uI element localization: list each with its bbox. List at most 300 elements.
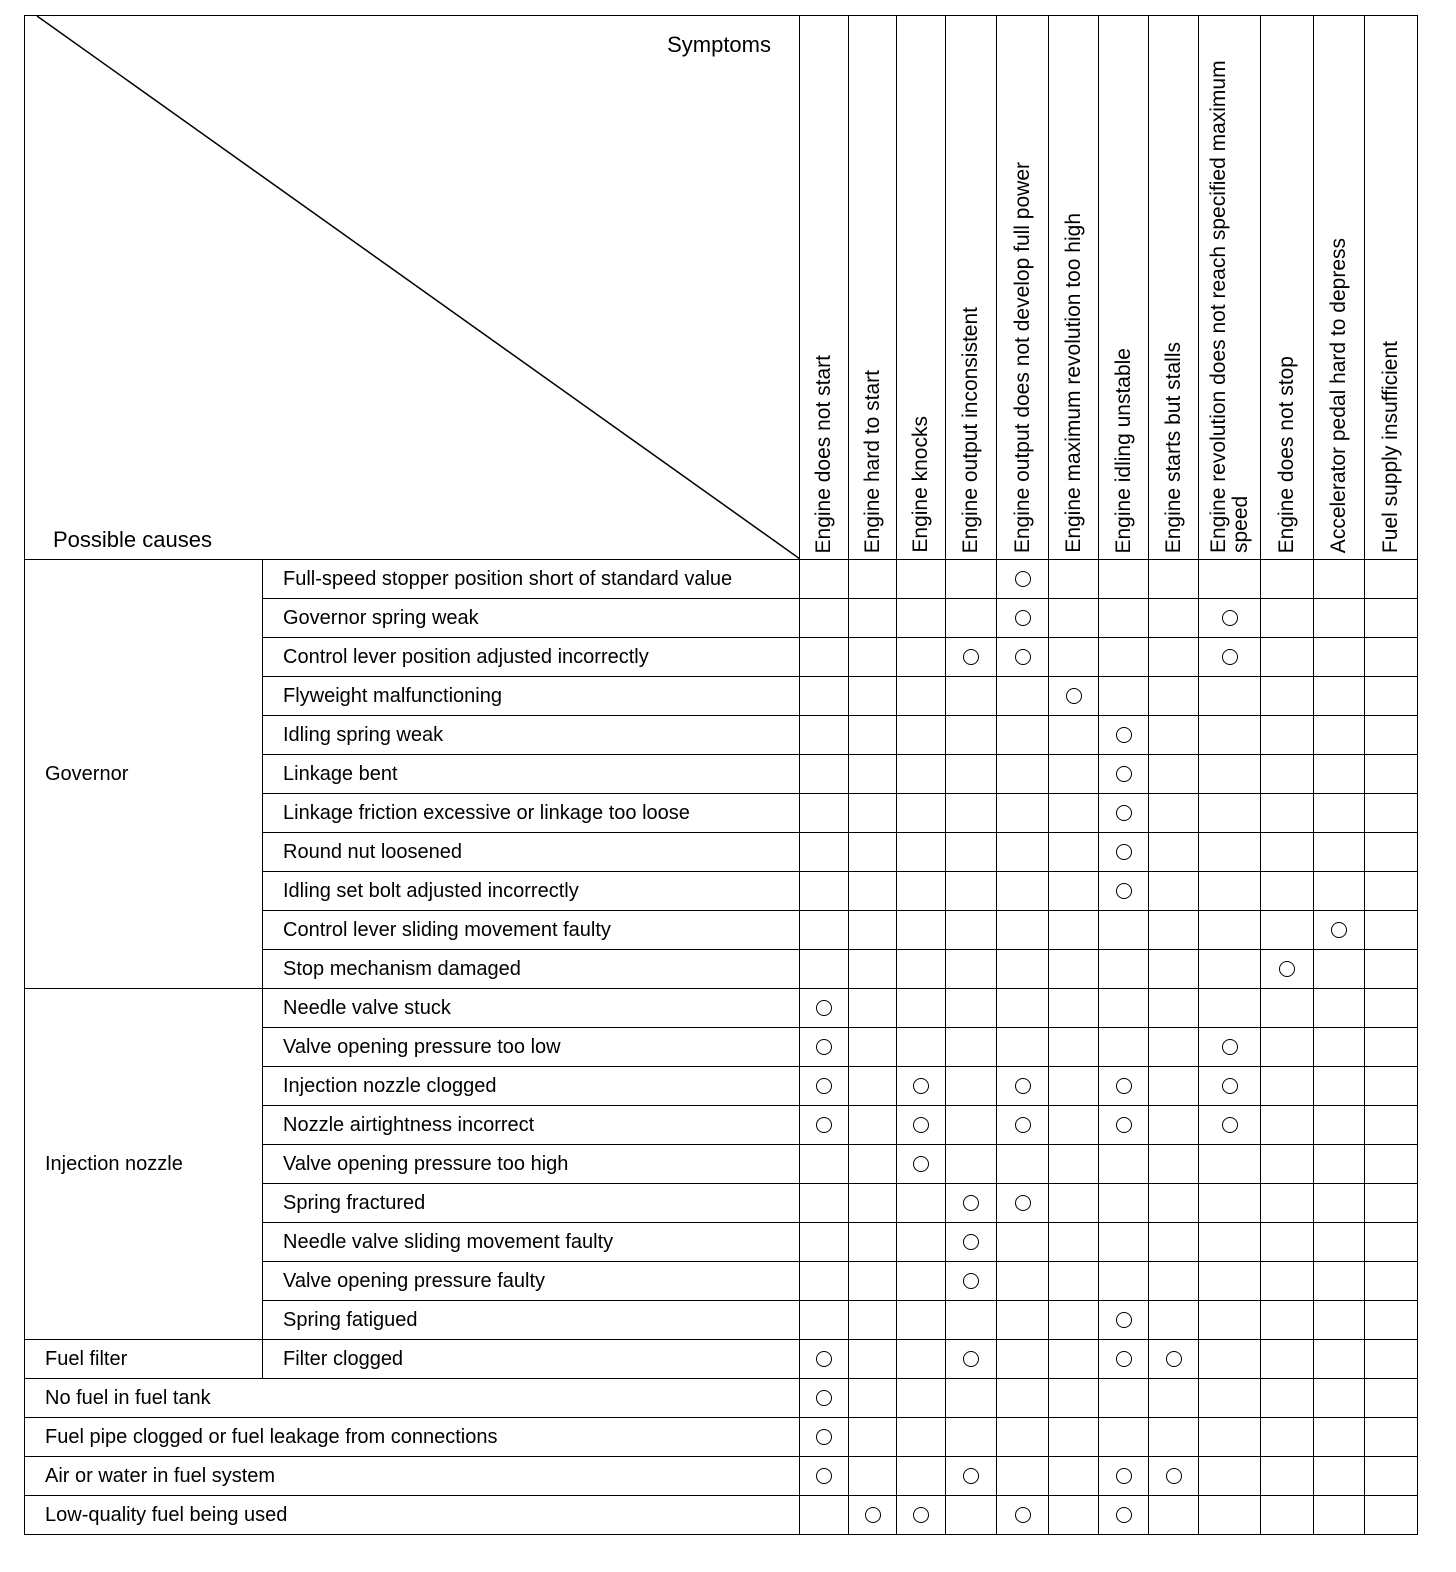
symptom-cell xyxy=(997,1379,1049,1418)
symptom-cell xyxy=(1199,1184,1261,1223)
symptom-label: Engine idling unstable xyxy=(1111,347,1135,553)
symptom-cell xyxy=(1314,833,1365,872)
symptom-cell xyxy=(1365,794,1418,833)
symptom-cell xyxy=(1149,794,1199,833)
applicable-mark-icon xyxy=(1116,1468,1132,1484)
applicable-mark-icon xyxy=(1116,1078,1132,1094)
applicable-mark-icon xyxy=(1015,649,1031,665)
symptom-cell xyxy=(946,1028,997,1067)
symptom-cell xyxy=(800,677,849,716)
symptom-cell xyxy=(1261,911,1314,950)
symptom-label: Engine hard to start xyxy=(860,369,884,553)
applicable-mark-icon xyxy=(816,1078,832,1094)
symptom-cell xyxy=(1365,1262,1418,1301)
applicable-mark-icon xyxy=(865,1507,881,1523)
symptom-cell xyxy=(1099,755,1149,794)
symptom-cell xyxy=(897,716,946,755)
symptom-cell xyxy=(1314,1223,1365,1262)
symptom-cell xyxy=(1261,1106,1314,1145)
symptom-cell xyxy=(800,716,849,755)
symptom-cell xyxy=(946,599,997,638)
cause-label: Linkage friction excessive or linkage too loose xyxy=(263,794,800,833)
symptom-cell xyxy=(1099,1379,1149,1418)
cause-group: Governor xyxy=(25,560,263,989)
cause-label: Needle valve sliding movement faulty xyxy=(263,1223,800,1262)
applicable-mark-icon xyxy=(1116,805,1132,821)
symptom-cell xyxy=(849,560,897,599)
applicable-mark-icon xyxy=(963,1273,979,1289)
symptom-cell xyxy=(1099,950,1149,989)
symptom-cell xyxy=(897,1223,946,1262)
symptom-cell xyxy=(897,794,946,833)
cause-label: Valve opening pressure too high xyxy=(263,1145,800,1184)
symptom-cell xyxy=(849,1496,897,1535)
symptom-cell xyxy=(897,1262,946,1301)
applicable-mark-icon xyxy=(913,1078,929,1094)
symptom-cell xyxy=(1314,989,1365,1028)
symptom-cell xyxy=(849,989,897,1028)
applicable-mark-icon xyxy=(816,1117,832,1133)
symptom-cell xyxy=(1199,794,1261,833)
symptom-cell xyxy=(946,677,997,716)
cause-label: Low-quality fuel being used xyxy=(25,1496,800,1535)
applicable-mark-icon xyxy=(963,1234,979,1250)
symptom-cell xyxy=(946,950,997,989)
symptom-cell xyxy=(1149,755,1199,794)
symptom-cell xyxy=(946,911,997,950)
cause-label: Idling set bolt adjusted incorrectly xyxy=(263,872,800,911)
symptom-cell xyxy=(1099,1184,1149,1223)
symptom-cell xyxy=(1314,1496,1365,1535)
table-row xyxy=(25,1496,1418,1535)
symptom-cell xyxy=(849,1457,897,1496)
symptom-cell xyxy=(897,1028,946,1067)
symptom-cell xyxy=(1099,1418,1149,1457)
symptom-cell xyxy=(946,989,997,1028)
symptom-cell xyxy=(997,716,1049,755)
symptom-header xyxy=(1261,16,1314,560)
symptom-cell xyxy=(1099,1223,1149,1262)
cause-group: Fuel filter xyxy=(25,1340,263,1379)
table-row xyxy=(25,1379,1418,1418)
symptom-cell xyxy=(1049,950,1099,989)
symptom-header xyxy=(946,16,997,560)
symptom-cell xyxy=(1314,1262,1365,1301)
symptom-cell xyxy=(1365,1145,1418,1184)
symptom-cell xyxy=(997,794,1049,833)
symptom-cell xyxy=(1261,716,1314,755)
symptom-cell xyxy=(849,833,897,872)
diagonal-header-cell xyxy=(25,16,800,560)
symptom-cell xyxy=(849,677,897,716)
symptom-cell xyxy=(1149,1496,1199,1535)
symptom-cell xyxy=(849,1106,897,1145)
symptom-cell xyxy=(897,599,946,638)
symptom-cell xyxy=(1314,716,1365,755)
symptom-label: Engine starts but stalls xyxy=(1161,341,1185,553)
symptom-cell xyxy=(946,716,997,755)
applicable-mark-icon xyxy=(1116,1507,1132,1523)
symptom-cell xyxy=(800,1379,849,1418)
symptom-cell xyxy=(946,560,997,599)
symptom-cell xyxy=(1314,1418,1365,1457)
symptom-cell xyxy=(1049,599,1099,638)
table-row xyxy=(25,1340,1418,1379)
symptom-cell xyxy=(849,1418,897,1457)
cause-label: Stop mechanism damaged xyxy=(263,950,800,989)
applicable-mark-icon xyxy=(1331,922,1347,938)
symptom-header xyxy=(800,16,849,560)
symptom-cell xyxy=(1049,755,1099,794)
symptom-cell xyxy=(1099,833,1149,872)
symptom-cell xyxy=(1365,911,1418,950)
applicable-mark-icon xyxy=(1015,571,1031,587)
symptom-cell xyxy=(800,599,849,638)
symptom-cell xyxy=(997,1262,1049,1301)
symptom-label: Fuel supply insufficient xyxy=(1379,340,1402,553)
symptom-cell xyxy=(946,1301,997,1340)
possible-causes-label: Possible causes xyxy=(53,527,212,552)
symptom-cell xyxy=(897,950,946,989)
symptom-cell xyxy=(1314,1184,1365,1223)
symptom-cell xyxy=(1199,872,1261,911)
symptom-cell xyxy=(800,833,849,872)
symptom-cell xyxy=(849,1028,897,1067)
symptom-cell xyxy=(1365,638,1418,677)
symptom-cell xyxy=(1199,989,1261,1028)
symptom-cell xyxy=(997,872,1049,911)
symptom-header xyxy=(897,16,946,560)
symptom-cell xyxy=(1199,1106,1261,1145)
symptom-header xyxy=(997,16,1049,560)
table-row xyxy=(25,989,1418,1028)
symptom-cell xyxy=(1199,1379,1261,1418)
symptom-cell xyxy=(849,1145,897,1184)
symptom-cell xyxy=(1314,1301,1365,1340)
symptom-cell xyxy=(1099,599,1149,638)
symptom-cell xyxy=(997,755,1049,794)
cause-label: Filter clogged xyxy=(263,1340,800,1379)
symptom-cell xyxy=(800,638,849,677)
symptom-cell xyxy=(1049,911,1099,950)
symptom-header xyxy=(849,16,897,560)
symptom-cell xyxy=(1365,872,1418,911)
symptom-cell xyxy=(946,1145,997,1184)
symptom-cell xyxy=(1261,989,1314,1028)
applicable-mark-icon xyxy=(816,1000,832,1016)
symptom-cell xyxy=(849,755,897,794)
cause-label: Full-speed stopper position short of standard value xyxy=(263,560,800,599)
applicable-mark-icon xyxy=(1116,1117,1132,1133)
symptom-cell xyxy=(1149,950,1199,989)
symptom-cell xyxy=(997,1067,1049,1106)
applicable-mark-icon xyxy=(816,1039,832,1055)
symptom-cell xyxy=(997,1418,1049,1457)
symptom-cell xyxy=(1099,1496,1149,1535)
symptom-cell xyxy=(1365,560,1418,599)
cause-label: Valve opening pressure too low xyxy=(263,1028,800,1067)
symptom-cell xyxy=(1099,1028,1149,1067)
applicable-mark-icon xyxy=(1015,1078,1031,1094)
diagonal-line xyxy=(25,16,800,559)
symptom-cell xyxy=(1199,638,1261,677)
symptom-cell xyxy=(897,1106,946,1145)
symptom-label: Accelerator pedal hard to depress xyxy=(1327,237,1350,553)
symptom-cell xyxy=(946,872,997,911)
cause-label: Needle valve stuck xyxy=(263,989,800,1028)
symptom-cell xyxy=(1099,677,1149,716)
symptom-cell xyxy=(997,833,1049,872)
symptom-cell xyxy=(897,1067,946,1106)
cause-group: Injection nozzle xyxy=(25,989,263,1340)
symptom-header xyxy=(1049,16,1099,560)
symptom-cell xyxy=(849,1340,897,1379)
applicable-mark-icon xyxy=(913,1117,929,1133)
symptom-cell xyxy=(849,950,897,989)
symptom-header xyxy=(1314,16,1365,560)
cause-label: Fuel pipe clogged or fuel leakage from connections xyxy=(25,1418,800,1457)
symptom-cell xyxy=(1149,599,1199,638)
symptom-cell xyxy=(1365,1106,1418,1145)
symptom-cell xyxy=(800,1028,849,1067)
symptom-cell xyxy=(1261,1379,1314,1418)
symptom-label: Engine output inconsistent xyxy=(959,306,982,553)
symptom-cell xyxy=(1049,1145,1099,1184)
symptom-cell xyxy=(1149,989,1199,1028)
symptom-label: Engine output does not develop full power xyxy=(1010,161,1034,553)
symptom-cell xyxy=(897,872,946,911)
symptom-cell xyxy=(1149,560,1199,599)
applicable-mark-icon xyxy=(1166,1468,1182,1484)
applicable-mark-icon xyxy=(1279,961,1295,977)
symptom-cell xyxy=(1261,950,1314,989)
applicable-mark-icon xyxy=(816,1351,832,1367)
symptom-cell xyxy=(997,677,1049,716)
symptom-cell xyxy=(1149,716,1199,755)
symptom-cell xyxy=(1049,716,1099,755)
symptom-cell xyxy=(1314,1457,1365,1496)
symptom-cell xyxy=(897,755,946,794)
symptom-cell xyxy=(1049,677,1099,716)
symptom-cell xyxy=(1314,599,1365,638)
symptom-cell xyxy=(946,638,997,677)
symptom-cell xyxy=(1149,1067,1199,1106)
symptom-cell xyxy=(1365,1496,1418,1535)
symptom-cell xyxy=(897,1418,946,1457)
symptom-label: Engine does not stop xyxy=(1275,355,1298,553)
symptom-cell xyxy=(1149,1418,1199,1457)
symptom-cell xyxy=(1049,560,1099,599)
symptom-header xyxy=(1365,16,1418,560)
symptom-cell xyxy=(1314,638,1365,677)
symptom-cell xyxy=(1314,1028,1365,1067)
symptom-cell xyxy=(1199,599,1261,638)
applicable-mark-icon xyxy=(963,1468,979,1484)
symptom-cell xyxy=(849,1379,897,1418)
header-row xyxy=(25,16,1418,560)
symptom-cell xyxy=(1049,1106,1099,1145)
symptom-cell xyxy=(1314,872,1365,911)
symptom-cell xyxy=(997,1457,1049,1496)
symptom-cell xyxy=(1049,1028,1099,1067)
symptom-cell xyxy=(897,1340,946,1379)
symptom-cell xyxy=(1099,1457,1149,1496)
symptom-cell xyxy=(1365,1301,1418,1340)
applicable-mark-icon xyxy=(1222,1039,1238,1055)
symptom-cell xyxy=(997,1301,1049,1340)
symptom-cell xyxy=(897,1145,946,1184)
symptom-cell xyxy=(800,1496,849,1535)
symptom-cell xyxy=(1199,755,1261,794)
symptom-cell xyxy=(1149,1262,1199,1301)
symptom-cell xyxy=(1199,1340,1261,1379)
symptom-cell xyxy=(1049,1340,1099,1379)
symptom-cell xyxy=(1099,1340,1149,1379)
symptom-cell xyxy=(1365,1340,1418,1379)
applicable-mark-icon xyxy=(1116,766,1132,782)
symptom-cell xyxy=(1199,716,1261,755)
symptom-cell xyxy=(1365,599,1418,638)
applicable-mark-icon xyxy=(1222,1078,1238,1094)
cause-label: Flyweight malfunctioning xyxy=(263,677,800,716)
symptom-cell xyxy=(800,872,849,911)
symptom-cell xyxy=(897,1184,946,1223)
symptom-cell xyxy=(1199,1496,1261,1535)
symptom-cell xyxy=(1049,989,1099,1028)
symptom-cell xyxy=(800,1262,849,1301)
symptom-cell xyxy=(1099,872,1149,911)
cause-label: Spring fractured xyxy=(263,1184,800,1223)
symptom-cell xyxy=(800,1106,849,1145)
symptom-cell xyxy=(946,794,997,833)
symptom-cell xyxy=(897,1301,946,1340)
symptom-cell xyxy=(1199,677,1261,716)
symptom-cell xyxy=(1365,989,1418,1028)
symptom-cell xyxy=(897,1496,946,1535)
symptom-label: Engine does not start xyxy=(812,354,835,553)
symptom-cell xyxy=(1149,911,1199,950)
symptom-cell xyxy=(1149,1184,1199,1223)
symptom-cell xyxy=(1261,1418,1314,1457)
symptom-cell xyxy=(897,1379,946,1418)
symptom-cell xyxy=(849,872,897,911)
symptom-cell xyxy=(997,950,1049,989)
symptom-cell xyxy=(1314,794,1365,833)
symptom-cell xyxy=(1365,950,1418,989)
cause-label: Valve opening pressure faulty xyxy=(263,1262,800,1301)
symptom-cell xyxy=(1365,1379,1418,1418)
symptom-cell xyxy=(1261,599,1314,638)
symptom-cell xyxy=(800,989,849,1028)
symptom-cell xyxy=(1365,755,1418,794)
symptom-cell xyxy=(1149,1145,1199,1184)
symptom-cell xyxy=(1149,1028,1199,1067)
symptom-cell xyxy=(946,833,997,872)
symptom-cell xyxy=(849,794,897,833)
symptom-cell xyxy=(1365,1457,1418,1496)
symptom-cell xyxy=(1261,755,1314,794)
table-row xyxy=(25,1418,1418,1457)
symptom-cell xyxy=(946,1340,997,1379)
cause-label: Control lever position adjusted incorrectly xyxy=(263,638,800,677)
symptom-cell xyxy=(1199,1145,1261,1184)
symptom-cell xyxy=(1261,833,1314,872)
symptom-cell xyxy=(1314,950,1365,989)
symptom-cell xyxy=(1365,677,1418,716)
symptom-cell xyxy=(997,599,1049,638)
table-row xyxy=(25,560,1418,599)
symptom-cell xyxy=(946,1184,997,1223)
symptom-cell xyxy=(897,833,946,872)
symptom-cell xyxy=(997,1106,1049,1145)
symptom-cell xyxy=(1099,1301,1149,1340)
cause-label: Injection nozzle clogged xyxy=(263,1067,800,1106)
symptom-cell xyxy=(1149,638,1199,677)
symptom-cell xyxy=(997,1340,1049,1379)
applicable-mark-icon xyxy=(963,1351,979,1367)
symptom-cell xyxy=(1149,833,1199,872)
symptom-cell xyxy=(1365,1223,1418,1262)
symptom-cell xyxy=(1049,1262,1099,1301)
symptom-cell xyxy=(1314,1106,1365,1145)
symptom-header xyxy=(1149,16,1199,560)
symptom-cell xyxy=(897,560,946,599)
troubleshooting-table xyxy=(24,15,1418,1535)
symptom-label: Engine maximum revolution too high xyxy=(1061,213,1085,553)
symptom-cell xyxy=(800,1340,849,1379)
symptom-cell xyxy=(1314,677,1365,716)
symptom-cell xyxy=(1049,1223,1099,1262)
symptom-cell xyxy=(1365,1184,1418,1223)
symptom-cell xyxy=(800,1457,849,1496)
symptom-cell xyxy=(1099,794,1149,833)
symptom-cell xyxy=(1099,1145,1149,1184)
symptom-cell xyxy=(1314,1340,1365,1379)
symptom-cell xyxy=(1365,833,1418,872)
applicable-mark-icon xyxy=(1015,1117,1031,1133)
symptom-cell xyxy=(800,560,849,599)
symptom-cell xyxy=(1199,1223,1261,1262)
symptom-cell xyxy=(1149,1106,1199,1145)
symptom-cell xyxy=(1099,560,1149,599)
symptom-cell xyxy=(849,1223,897,1262)
troubleshooting-table-container xyxy=(24,15,1418,1535)
symptom-cell xyxy=(1199,1457,1261,1496)
symptom-label: Engine revolution does not reach specified maximum speed xyxy=(1206,60,1252,553)
applicable-mark-icon xyxy=(913,1507,929,1523)
applicable-mark-icon xyxy=(1066,688,1082,704)
symptom-cell xyxy=(1049,1457,1099,1496)
symptom-cell xyxy=(1261,1223,1314,1262)
symptom-cell xyxy=(1149,1223,1199,1262)
symptom-cell xyxy=(849,1301,897,1340)
symptom-cell xyxy=(800,755,849,794)
symptom-cell xyxy=(800,1301,849,1340)
symptom-cell xyxy=(800,1145,849,1184)
cause-label: Spring fatigued xyxy=(263,1301,800,1340)
symptom-cell xyxy=(800,950,849,989)
symptom-cell xyxy=(1149,1379,1199,1418)
symptom-cell xyxy=(849,638,897,677)
symptom-cell xyxy=(1261,1301,1314,1340)
symptom-cell xyxy=(1049,1418,1099,1457)
symptom-cell xyxy=(946,755,997,794)
symptom-cell xyxy=(1049,872,1099,911)
applicable-mark-icon xyxy=(1015,610,1031,626)
symptom-cell xyxy=(849,599,897,638)
symptom-cell xyxy=(1199,1028,1261,1067)
symptom-cell xyxy=(849,1184,897,1223)
